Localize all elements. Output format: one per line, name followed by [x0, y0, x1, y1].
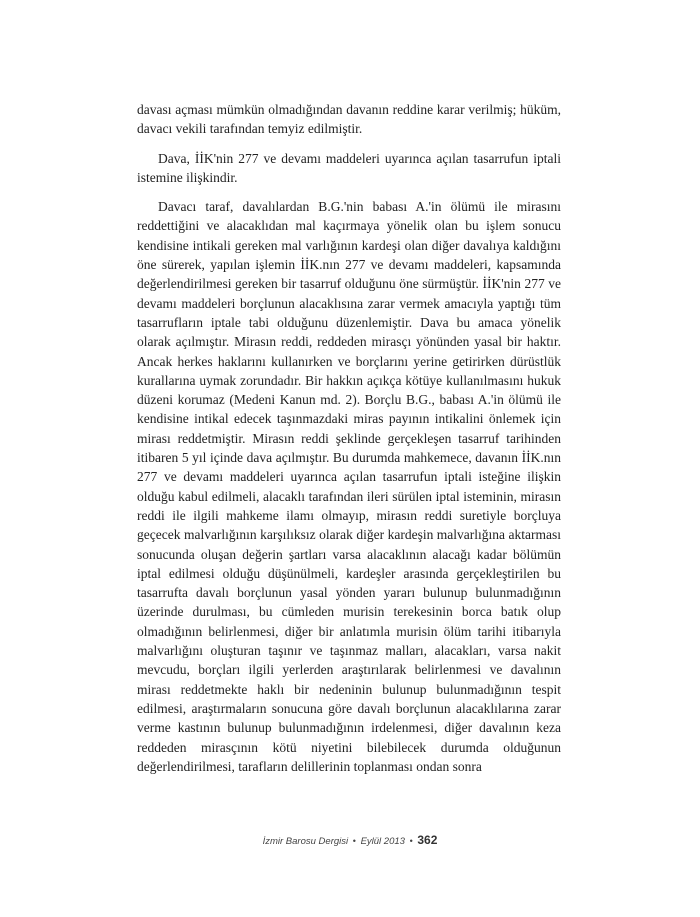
paragraph-continuation: davası açması mümkün olmadığından davanın reddine karar verilmiş; hüküm, davacı vekili tarafından temyiz edilmiştir.	[137, 102, 561, 137]
body-text	[137, 100, 561, 786]
footer-separator: •	[352, 836, 356, 846]
journal-name: İzmir Barosu Dergisi	[262, 836, 349, 847]
page-number: 362	[417, 833, 438, 847]
issue-date: Eylül 2013	[360, 836, 405, 847]
paragraph-reasoning: Davacı taraf, davalılardan B.G.'nin babası A.'in ölümü ile mirasını reddettiğini ve alacaklıdan mal kaçırmaya yönelik olan bu işlem sonucu kendisine intikali gereken mal varlığının kardeşi olan diğer davalıya kaldığını öne sürerek, yapılan işlemin İİK.nın 277 ve devamı maddeleri, kapsamında değerlendirilmesi gereken bir tasarruf olduğunu öne sürmüştür. İİK'nin 277 ve devamı maddeleri borçlunun alacaklısına zarar vermek amacıyla yaptığı tüm tasarrufların iptale tabi olduğunu düzenlemiştir. Dava bu amaca yönelik olarak açılmıştır. Mirasın reddi, reddeden mirasçı yönünden yasal bir haktır. Ancak herkes haklarını kullanırken ve borçlarını yerine getirirken dürüstlük kurallarına uymak zorundadır. Bir hakkın açıkça kötüye kullanılmasını hukuk düzeni korumaz (Medeni Kanun md. 2). Borçlu B.G., babası A.'in ölümü ile kendisine intikal edecek taşınmazdaki miras payının intikalini önlemek için mirası reddetmiştir. Mirasın reddi şeklinde gerçekleşen tasarruf tarihinden itibaren 5 yıl içinde dava açılmıştır. Bu durumda mahkemece, davanın İİK.nın 277 ve devamı maddeleri uyarınca açılan tasarrufun iptali isteğine ilişkin olduğu kabul edilmeli, alacaklı tarafından ileri sürülen iptal isteminin, mirasın reddi ile ilgili mahkeme ilamı olmayıp, mirasın reddi suretiyle borçluya geçecek malvarlığının karşılıksız olarak diğer kardeşin malvarlığına aktarması sonucunda oluşan değerin şartları varsa alacaklının alacağı kadar bölümün iptal edilmesi olduğu düşünülmeli, kardeşler arasında gerçekleştirilen bu tasarrufta davalı borçlunun yasal yönden yararı bulunup bulunmadığının üzerinde durulması, bu cümleden murisin terekesinin borca batık olup olmadığının belirlenmesi, diğer bir anlatımla murisin ölüm tarihi itibarıyla malvarlığını oluşturan taşınır ve taşınmaz malları, alacakları, varsa nakit mevcudu, borçları ilgili yerlerden araştırılarak belirlenmesi ve davalının mirası reddetmekte haklı bir nedeninin bulunup bulunmadığının tespit edilmesi, araştırmaların sonucuna göre davalı borçlunun alacaklılarına zarar verme kastının bulunup bulunmadığının irdelenmesi, diğer davalının keza reddeden mirasçının kötü niyetini bilebilecek durumda olduğunun değerlendirilmesi, tarafların delillerinin toplanması ondan sonra	[137, 199, 561, 774]
page-footer	[0, 833, 700, 847]
footer-separator-2: •	[409, 836, 413, 846]
paragraph-case-subject: Dava, İİK'nin 277 ve devamı maddeleri uyarınca açılan tasarrufun iptali istemine ilişkindir.	[137, 150, 561, 185]
